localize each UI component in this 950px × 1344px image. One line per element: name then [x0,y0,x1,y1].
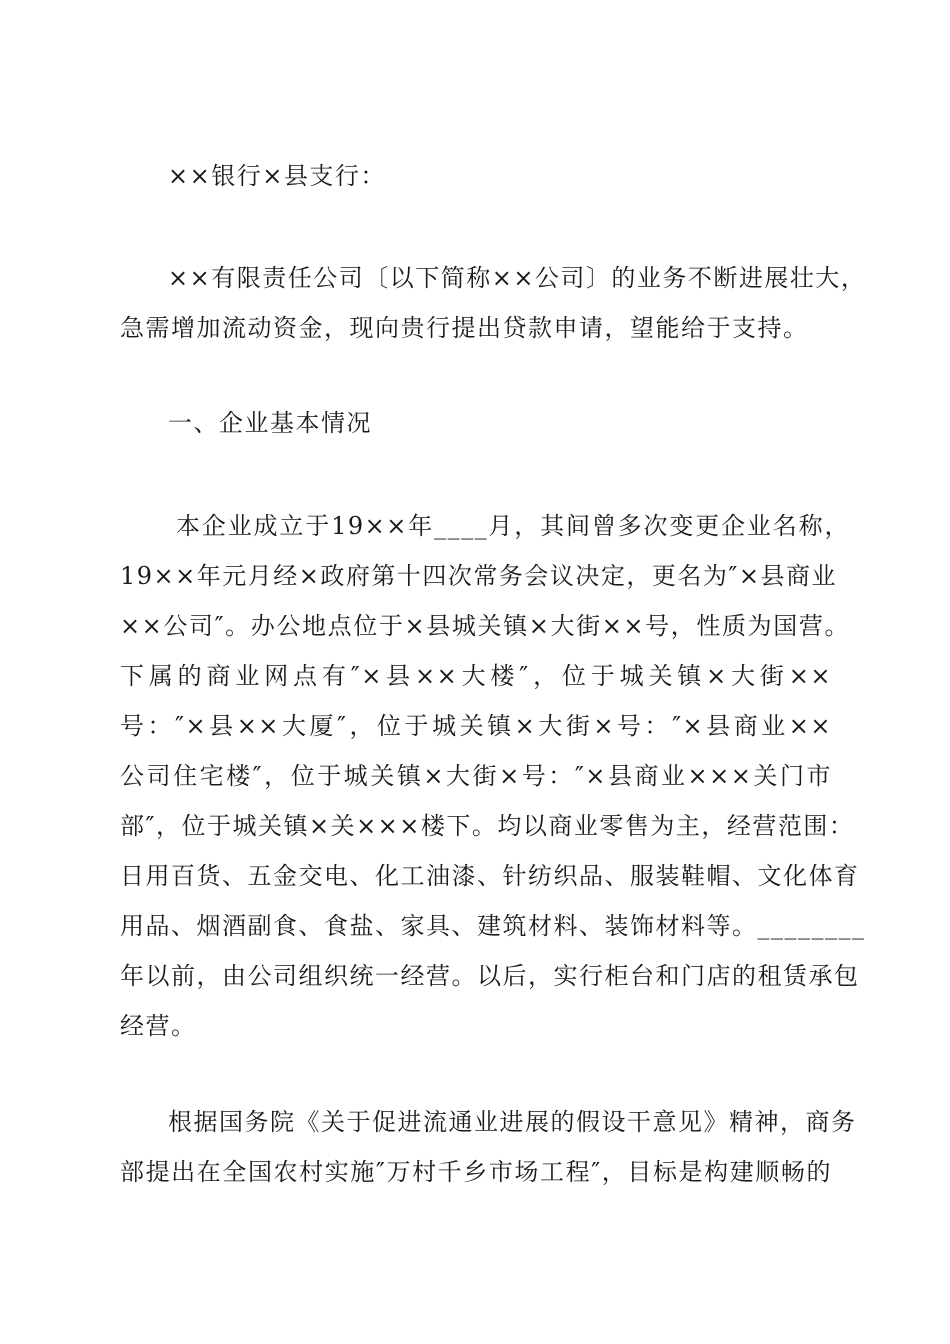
intro-line-2: 急需增加流动资金，现向贵行提出贷款申请，望能给于支持。 [120,314,809,342]
body-line-11: 经营。 [120,1012,197,1040]
closing-line-1: 根据国务院《关于促进流通业进展的假设干意见》精神，商务 [168,1108,857,1136]
body-line-6: 公司住宅楼″，位于城关镇×大街×号：″×县商业×××关门市 [120,762,832,790]
closing-line-2: 部提出在全国农村实施″万村千乡市场工程″，目标是构建顺畅的 [120,1158,832,1186]
body-line-9: 用品、烟酒副食、食盐、家具、建筑材料、装饰材料等。________ [120,912,866,940]
body-line-7: 部″，位于城关镇×关×××楼下。均以商业零售为主，经营范围： [120,812,855,840]
body-line-2: 19××年元月经×政府第十四次常务会议决定，更名为″×县商业 [120,562,837,590]
body-line-10: 年以前，由公司组织统一经营。以后，实行柜台和门店的租赁承包 [120,962,860,990]
body-line-1: 本企业成立于19××年____月，其间曾多次变更企业名称， [176,512,850,540]
body-line-8: 日用百货、五金交电、化工油漆、针纺织品、服装鞋帽、文化体育 [120,862,860,890]
body-line-4: 下属的商业网点有″×县××大楼″，位于城关镇×大街×× [120,662,832,690]
section-heading: 一、企业基本情况 [168,409,372,437]
body-line-5: 号：″×县××大厦″，位于城关镇×大街×号：″×县商业×× [120,712,832,740]
salutation: ××银行×县支行： [168,162,386,190]
intro-line-1: ××有限责任公司〔以下简称××公司〕的业务不断进展壮大， [168,264,867,292]
body-line-3: ××公司″。办公地点位于×县城关镇×大街××号，性质为国营。 [120,612,850,640]
